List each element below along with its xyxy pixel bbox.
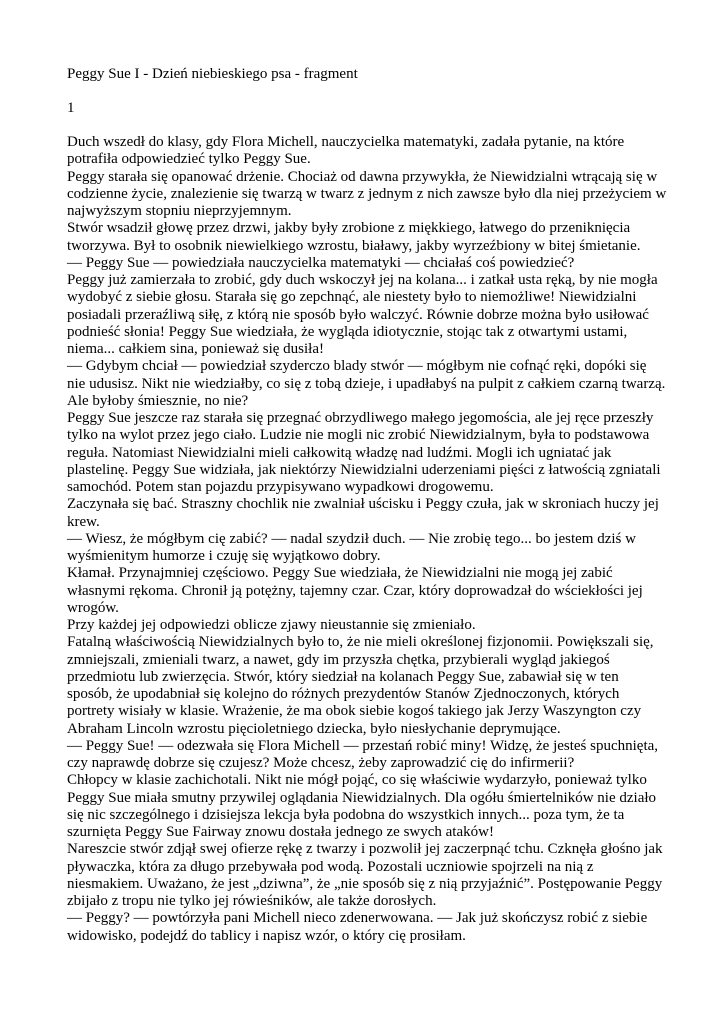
paragraph: Peggy starała się opanować drżenie. Chociaż od dawna przywykła, że Niewidzialni wtrącają się w codzienne życie, znalezienie się twarzą w twarz z jednym z nich zawsze było dla niej przeżyciem w najwyższym stopniu nieprzyjemnym. bbox=[67, 168, 667, 219]
paragraph: Zaczynała się bać. Straszny chochlik nie zwalniał uścisku i Peggy czuła, jak w skroniach huczy jej krew. bbox=[67, 496, 659, 530]
paragraph: Peggy Sue jeszcze raz starała się przegnać obrzydliwego małego jegomościa, ale jej ręce przeszły tylko na wylot przez jego ciało. Ludzie nie mogli nic zrobić Niewidzialnym, była to podstawowa reguła. Natomiast Niewidzialni mieli całkowitą władzę nad ludźmi. Mogli ich ugniatać jak plastelinę. Peggy Sue widziała, jak niektórzy Niewidzialni uderzeniami pięści z łatwością zgniatali samochód. Potem stan pojazdu przypisywano wypadkowi drogowemu. bbox=[67, 410, 661, 495]
paragraph: — Gdybym chciał — powiedział szyderczo blady stwór — mógłbym nie cofnąć ręki, dopóki się nie udusisz. Nikt nie wiedziałby, co się z tobą dzieje, i upadłabyś na pulpit z całkiem czarną twarzą. Ale byłoby śmiesznie, no nie? bbox=[67, 358, 666, 409]
paragraph: Chłopcy w klasie zachichotali. Nikt nie mógł pojąć, co się właściwie wydarzyło, ponieważ tylko Peggy Sue miała smutny przywilej oglądania Niewidzialnych. Dla ogółu śmiertelników nie działo się nic szczególnego i dzisiejsza lekcja była podobna do wszystkich innych... poza tym, że ta szurnięta Peggy Sue Fairway znowu dostała jednego ze swych ataków! bbox=[67, 772, 657, 840]
paragraph: — Peggy Sue — powiedziała nauczycielka matematyki — chciałaś coś powiedzieć? bbox=[67, 254, 575, 271]
paragraph: Peggy już zamierzała to zrobić, gdy duch wskoczył jej na kolana... i zatkał usta ręką, by nie mogła wydobyć z siebie głosu. Starała się go zepchnąć, ale niestety było to niemożliwe! Niewidzialni posiadali przeraźliwą siłę, z którą nie sposób było walczyć. Równie dobrze można było usiłować podnieść słonia! Peggy Sue wiedziała, że wygląda idiotycznie, stojąc tak z otwartymi ustami, niema... całkiem sina, ponieważ się dusiła! bbox=[67, 272, 658, 357]
paragraph: Stwór wsadził głowę przez drzwi, jakby były zrobione z miękkiego, łatwego do przeniknięcia tworzywa. Był to osobnik niewielkiego wzrostu, białawy, jakby wyrzeźbiony w bitej śmietanie. bbox=[67, 220, 641, 254]
chapter-number: 1 bbox=[67, 100, 75, 116]
paragraph: Duch wszedł do klasy, gdy Flora Michell, nauczycielka matematyki, zadała pytanie, na które potrafiła odpowiedzieć tylko Peggy Sue. bbox=[67, 134, 625, 168]
paragraph: — Peggy? — powtórzyła pani Michell nieco zdenerwowana. — Jak już skończysz robić z siebie widowisko, podejdź do tablicy i napisz wzór, o który cię prosiłam. bbox=[67, 910, 648, 944]
document-page bbox=[67, 66, 667, 945]
paragraph: Kłamał. Przynajmniej częściowo. Peggy Sue wiedziała, że Niewidzialni nie mogą jej zabić własnymi rękoma. Chronił ją potężny, tajemny czar. Czar, który doprowadzał do wściekłości jej wrogów. bbox=[67, 565, 643, 616]
document-title: Peggy Sue I - Dzień niebieskiego psa - fragment bbox=[67, 66, 358, 82]
paragraph: Przy każdej jej odpowiedzi oblicze zjawy nieustannie się zmieniało. bbox=[67, 617, 476, 633]
paragraph: Fatalną właściwością Niewidzialnych było to, że nie mieli określonej fizjonomii. Powiększali się, zmniejszali, zmieniali twarz, a nawet, gdy im przyszła chętka, przybierali wygląd jakiegoś przedmiotu lub zwierzęcia. Stwór, który siedział na kolanach Peggy Sue, zabawiał się w ten sposób, że upodabniał się kolejno do różnych prezydentów Stanów Zjednoczonych, których portrety wisiały w klasie. Wrażenie, że ma obok siebie kogoś takiego jak Jerzy Waszyngton czy Abraham Lincoln wzrostu pięcioletniego dziecka, było niesłychanie deprymujące. bbox=[67, 634, 654, 737]
document-body bbox=[67, 134, 667, 945]
paragraph: — Wiesz, że mógłbym cię zabić? — nadal szydził duch. — Nie zrobię tego... bo jestem dziś w wyśmienitym humorze i czuję się wyjątkowo dobry. bbox=[67, 530, 636, 564]
paragraph: Nareszcie stwór zdjął swej ofierze rękę z twarzy i pozwolił jej zaczerpnąć tchu. Czknęła głośno jak pływaczka, która za długo przebywała pod wodą. Pozostali uczniowie spojrzeli na nią z niesmakiem. Uważano, że jest „dziwna”, że „nie sposób się z nią przyjaźnić”. Postępowanie Peggy zbijało z tropu nie tylko jej rówieśników, ale także dorosłych. bbox=[67, 841, 663, 909]
paragraph: — Peggy Sue! — odezwała się Flora Michell — przestań robić miny! Widzę, że jesteś spuchnięta, czy naprawdę dobrze się czujesz? Może chcesz, żeby zaprowadzić cię do infirmerii? bbox=[67, 737, 659, 771]
